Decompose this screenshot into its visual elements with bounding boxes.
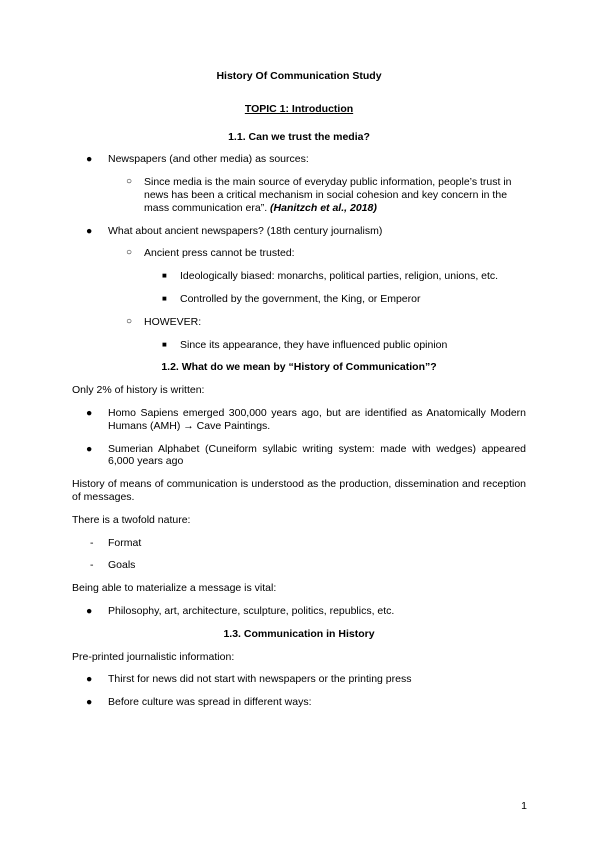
list-item-text: Format — [108, 536, 142, 549]
section-heading-1-3: 1.3. Communication in History — [223, 627, 375, 640]
list-item — [72, 293, 526, 306]
section-heading-1-2: 1.2. What do we mean by “History of Communication”? — [161, 361, 437, 374]
list-item — [72, 225, 526, 238]
paragraph: History of means of communication is understood as the production, dissemination and reception of messages. — [72, 478, 526, 503]
list-item — [72, 605, 526, 618]
list-item — [72, 270, 526, 283]
citation: (Hanitzch et al., 2018) — [270, 201, 377, 214]
circle-bullet-icon: ○ — [126, 247, 133, 259]
list-item — [72, 339, 526, 352]
list-item — [72, 247, 526, 260]
twofold-list — [72, 537, 526, 573]
list-item — [72, 407, 526, 433]
bullet-icon: ● — [86, 673, 93, 686]
list-item-text: Sumerian Alphabet (Cuneiform syllabic writing system: made with wedges) appeared 6,000 years ago — [108, 442, 526, 468]
circle-bullet-icon: ○ — [126, 315, 133, 327]
square-bullet-icon: ■ — [162, 293, 167, 303]
paragraph: Being able to materialize a message is vital: — [72, 582, 277, 595]
list-item-text: Philosophy, art, architecture, sculpture, politics, republics, etc. — [108, 604, 395, 617]
list-item — [72, 443, 526, 469]
list-item — [72, 559, 526, 572]
list-item-text: HOWEVER: — [144, 315, 202, 328]
bullet-icon: ● — [86, 604, 93, 617]
list-item-text: Homo Sapiens emerged 300,000 years ago, but are identified as Anatomically Modern Humans (AMH) → Cave Paintings. — [108, 406, 526, 432]
document-title: History Of Communication Study — [216, 70, 382, 82]
list-item-text: Before culture was spread in different ways: — [108, 696, 312, 709]
list-item-text: Controlled by the government, the King, or Emperor — [180, 292, 421, 305]
dash-marker: - — [90, 559, 94, 572]
section-1-1-list — [72, 153, 526, 351]
square-bullet-icon: ■ — [162, 271, 167, 281]
paragraph: Pre-printed journalistic information: — [72, 650, 235, 663]
section-heading-1-1: 1.1. Can we trust the media? — [228, 130, 370, 143]
topic-title: TOPIC 1: Introduction — [244, 102, 354, 115]
circle-bullet-icon: ○ — [126, 176, 133, 188]
bullet-icon: ● — [86, 442, 93, 455]
paragraph: There is a twofold nature: — [72, 513, 191, 526]
page-number: 1 — [521, 800, 527, 812]
square-bullet-icon: ■ — [162, 339, 167, 349]
list-item-text: Since media is the main source of everyday public information, people’s trust in news has been a critical mechanism in social cohesion and key concern in the mass communication era”. — [144, 176, 512, 214]
list-item-text: What about ancient newspapers? (18th century journalism) — [108, 224, 383, 237]
list-item-text: Since its appearance, they have influenced public opinion — [180, 338, 448, 351]
bullet-icon: ● — [86, 406, 93, 419]
list-item-text: Ideologically biased: monarchs, political parties, religion, unions, etc. — [180, 270, 499, 283]
section-1-3-list — [72, 673, 526, 709]
section-1-2-list — [72, 407, 526, 468]
list-item — [72, 537, 526, 550]
list-item — [72, 176, 526, 214]
bullet-icon: ● — [86, 153, 93, 166]
section-1-2-list-2 — [72, 605, 526, 618]
list-item — [72, 696, 526, 709]
bullet-icon: ● — [86, 224, 93, 237]
paragraph: Only 2% of history is written: — [72, 384, 205, 397]
list-item-text: Newspapers (and other media) as sources: — [108, 153, 309, 166]
list-item — [72, 673, 526, 686]
dash-marker: - — [90, 536, 94, 549]
list-item-text: Ancient press cannot be trusted: — [144, 247, 295, 260]
list-item — [72, 316, 526, 329]
document-page — [72, 70, 526, 719]
list-item-text: Goals — [108, 559, 136, 572]
bullet-icon: ● — [86, 696, 93, 709]
list-item — [72, 153, 526, 166]
list-item-text: Thirst for news did not start with newspapers or the printing press — [108, 673, 412, 686]
